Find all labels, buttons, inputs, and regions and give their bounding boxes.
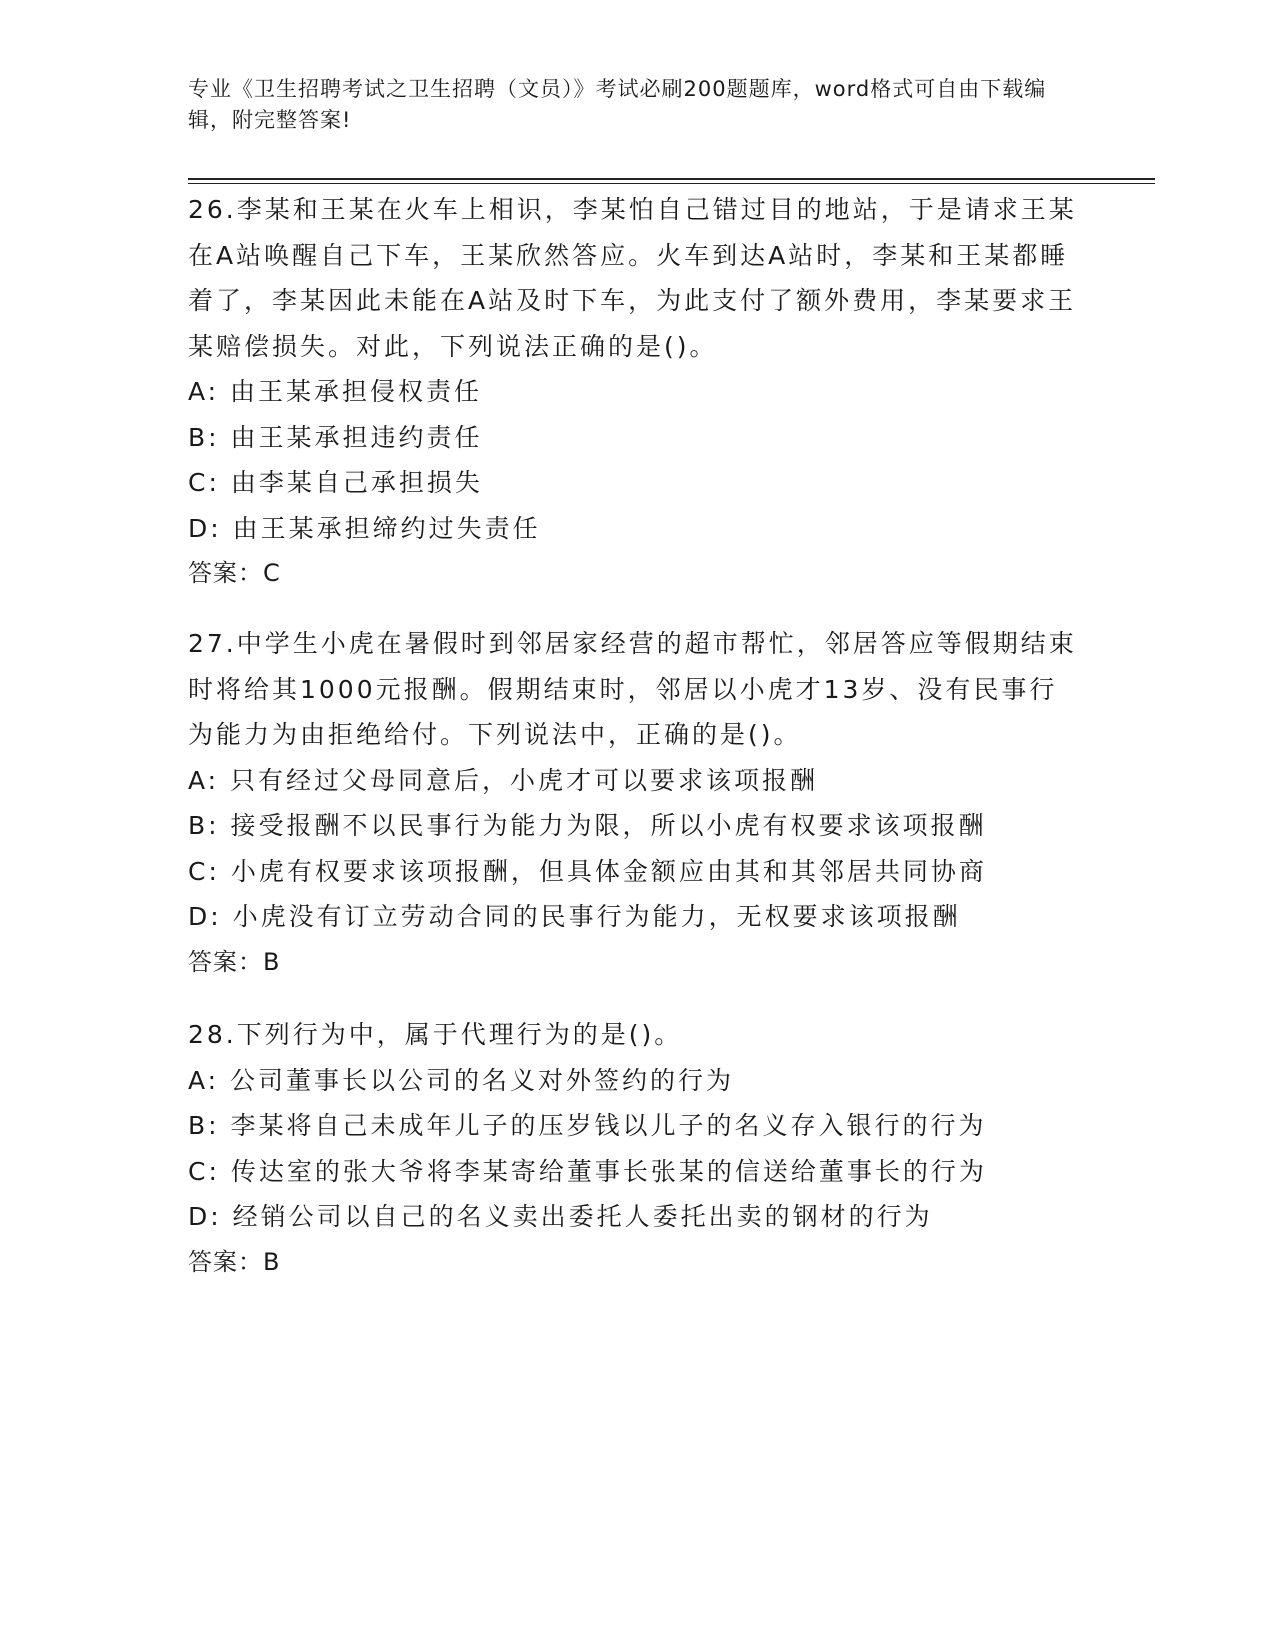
- answer-label: 答案：C: [188, 559, 281, 587]
- option-d: D: 由王某承担缔约过失责任: [188, 513, 541, 543]
- question-stem: 27.中学生小虎在暑假时到邻居家经营的超市帮忙，邻居答应等假期结束时将给其1000元报酬。假期结束时，邻居以小虎才13岁、没有民事行为能力为由拒绝给付。下列说法中，正确的是()。: [188, 629, 1077, 749]
- option-b: B: 接受报酬不以民事行为能力为限，所以小虎有权要求该项报酬: [188, 811, 987, 840]
- option-c: C: 小虎有权要求该项报酬，但具体金额应由其和其邻居共同协商: [188, 856, 987, 886]
- option-a: A: 只有经过父母同意后，小虎才可以要求该项报酬: [188, 765, 819, 795]
- option-a: A: 由王某承担侵权责任: [188, 377, 483, 406]
- option-b: B: 由王某承担违约责任: [188, 422, 483, 452]
- option-c: C: 由李某自己承担损失: [188, 468, 483, 497]
- option-d: D: 小虎没有订立劳动合同的民事行为能力，无权要求该项报酬: [188, 902, 961, 931]
- option-b: B: 李某将自己未成年儿子的压岁钱以儿子的名义存入银行的行为: [188, 1111, 987, 1140]
- question-28: [188, 1012, 1078, 1285]
- option-d: D: 经销公司以自己的名义卖出委托人委托出卖的钢材的行为: [188, 1202, 933, 1231]
- question-27: [188, 621, 1078, 985]
- header-divider-thick: [188, 178, 1155, 180]
- option-a: A: 公司董事长以公司的名义对外签约的行为: [188, 1065, 735, 1095]
- question-stem: 26.李某和王某在火车上相识，李某怕自己错过目的地站，于是请求王某在A站唤醒自己下车，王某欣然答应。火车到达A站时，李某和王某都睡着了，李某因此未能在A站及时下车，为此支付了额外费用，李某要求王某赔偿损失。对此，下列说法正确的是()。: [188, 195, 1077, 361]
- document-header: 专业《卫生招聘考试之卫生招聘（文员）》考试必刷200题题库，word格式可自由下载编辑，附完整答案!: [188, 77, 1047, 132]
- question-stem: 28.下列行为中，属于代理行为的是()。: [188, 1020, 683, 1049]
- header-divider-thin: [188, 183, 1155, 184]
- answer-label: 答案：B: [188, 947, 281, 976]
- option-c: C: 传达室的张大爷将李某寄给董事长张某的信送给董事长的行为: [188, 1156, 987, 1186]
- question-26: [188, 187, 1078, 597]
- answer-label: 答案：B: [188, 1247, 281, 1276]
